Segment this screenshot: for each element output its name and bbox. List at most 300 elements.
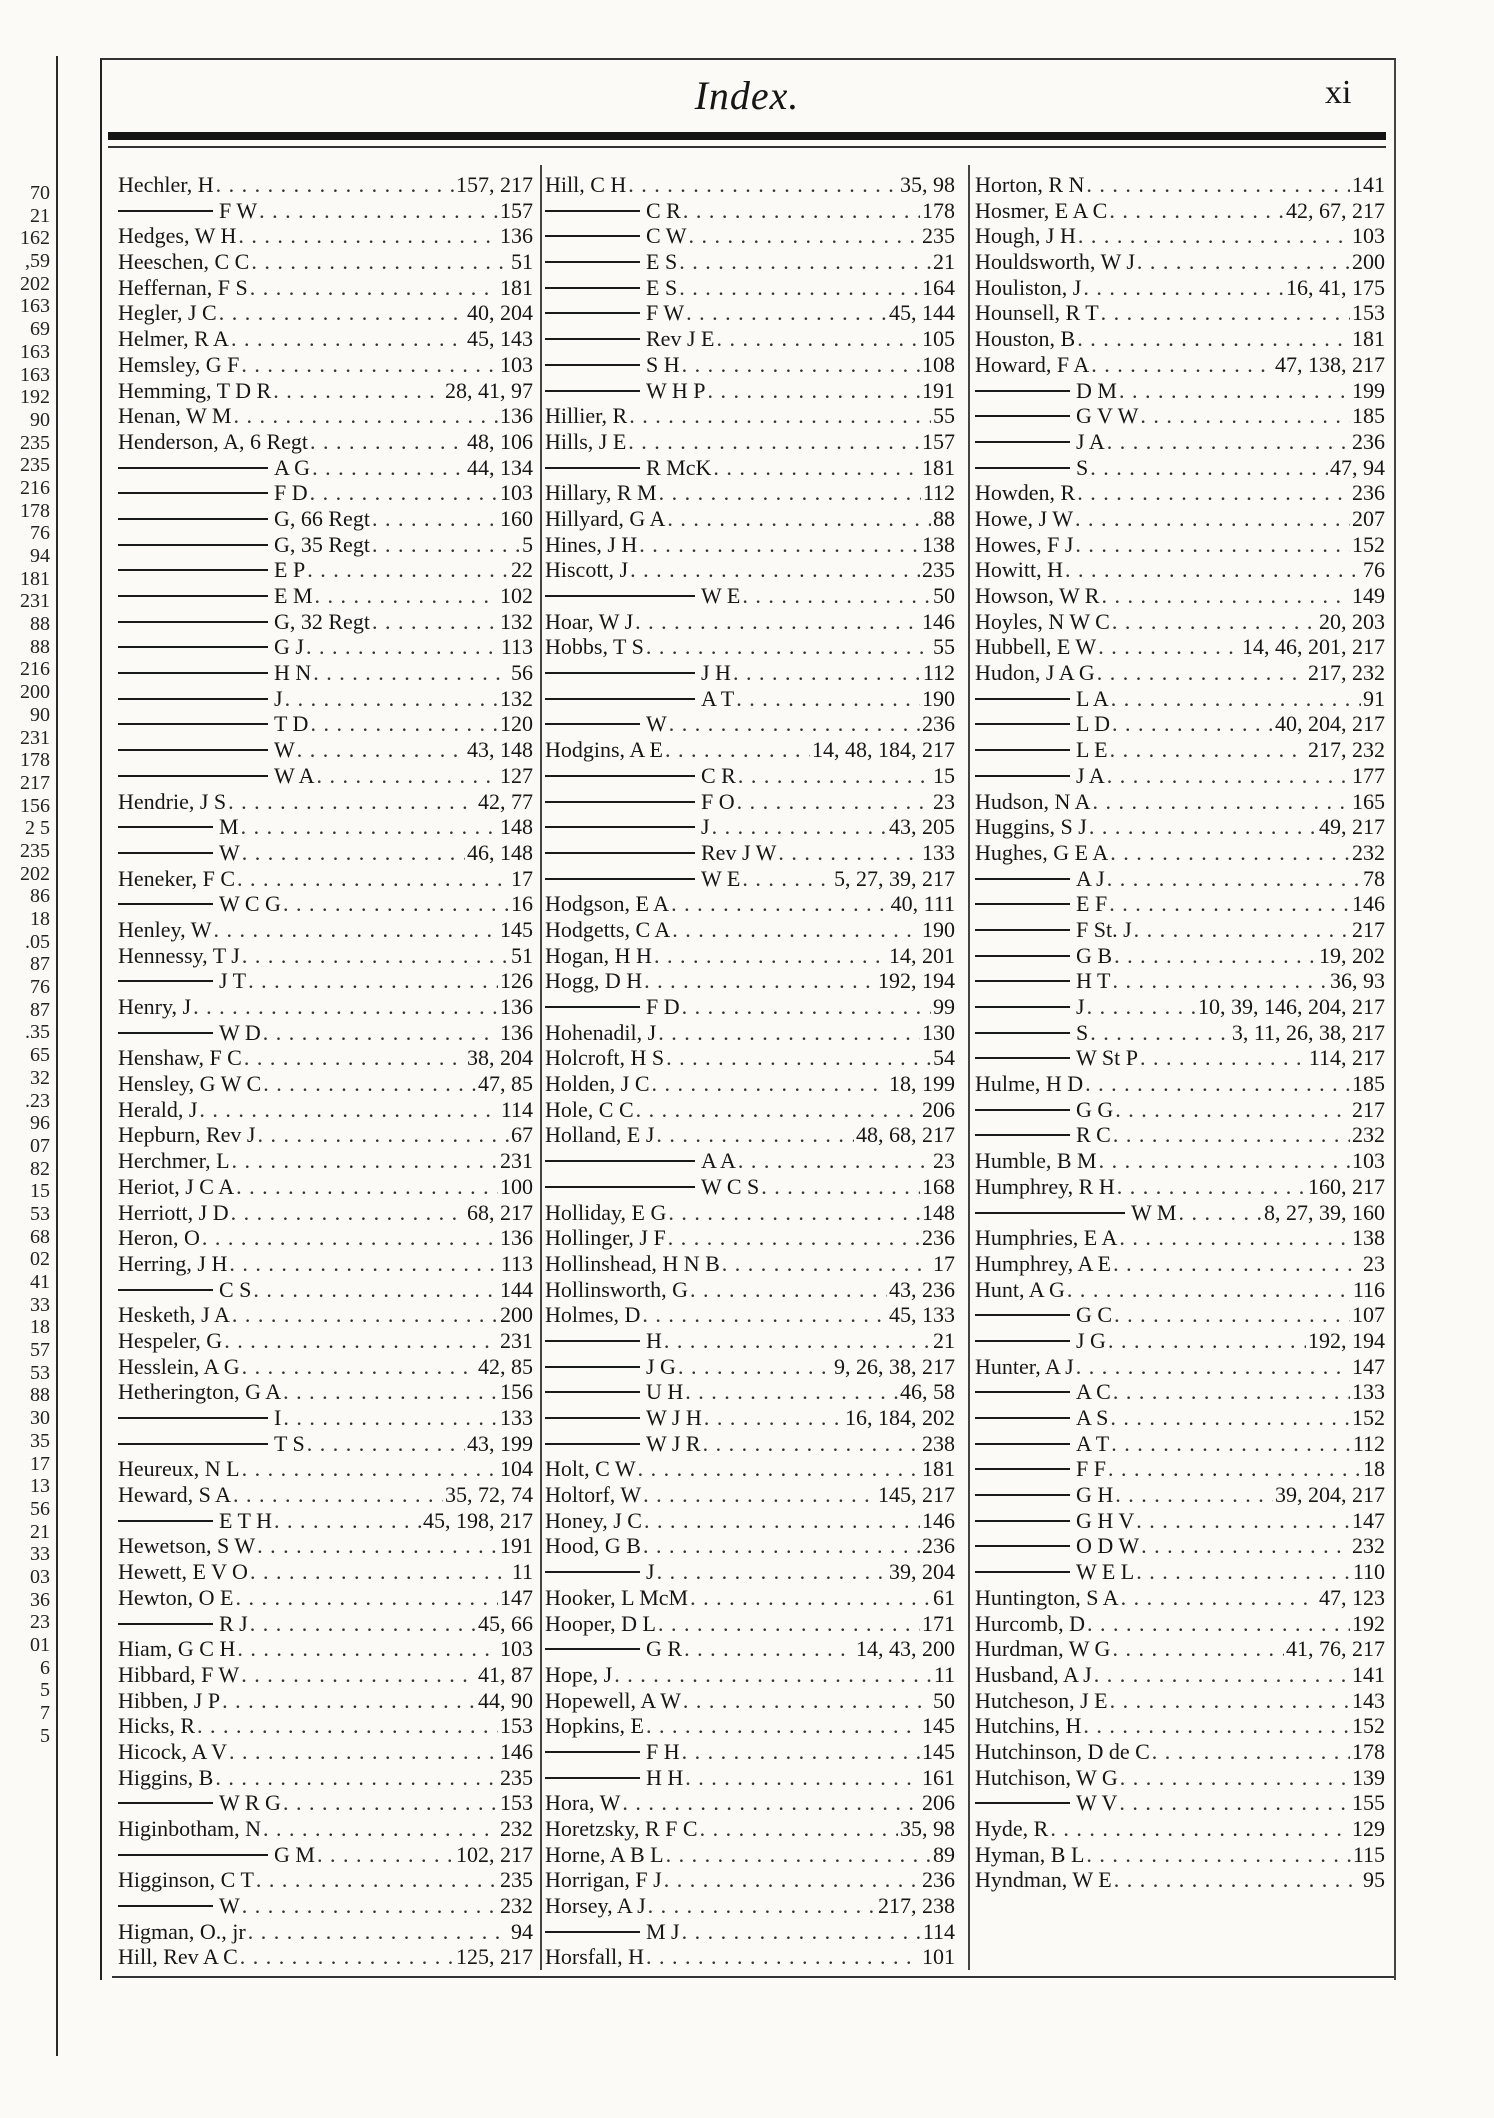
leader-dots (1119, 378, 1350, 404)
entry-name: Rev J W (701, 839, 777, 865)
entry-pages: 153 (500, 1790, 533, 1816)
entry-name: W E (701, 583, 741, 608)
margin-fragment: 15 (30, 1180, 50, 1203)
entry-name: C R (701, 762, 736, 788)
margin-fragment: ,59 (25, 250, 50, 273)
leader-dots (1178, 1200, 1262, 1226)
entry-pages: 133 (1352, 1379, 1385, 1405)
ditto-dash (545, 1391, 640, 1393)
entry-name: A J (1076, 865, 1105, 891)
entry-name: Hora, W (545, 1790, 621, 1816)
leader-dots (1112, 711, 1273, 737)
index-entry (545, 1225, 955, 1251)
entry-pages: 68, 217 (467, 1199, 533, 1225)
entry-name: S (1076, 1019, 1089, 1045)
column-divider-2 (968, 165, 970, 1970)
margin-fragment: 235 (20, 454, 50, 477)
leader-dots (658, 1020, 920, 1046)
index-entry (975, 1071, 1385, 1097)
entry-name: Hudon, J A G (975, 660, 1095, 686)
index-entry (118, 686, 533, 712)
index-entry (118, 1482, 533, 1508)
entry-name: W R G (219, 1790, 281, 1816)
leader-dots (635, 609, 920, 635)
entry-pages: 104 (500, 1456, 533, 1482)
ditto-dash (118, 1854, 268, 1856)
index-entry (545, 300, 955, 326)
leader-dots (657, 1559, 887, 1585)
index-entry (975, 223, 1385, 249)
entry-name: L E (1076, 737, 1108, 763)
index-entry (118, 660, 533, 686)
leader-dots (1108, 1328, 1306, 1354)
ditto-dash (118, 1905, 213, 1907)
entry-pages: 18 (1363, 1456, 1385, 1482)
ditto-dash (975, 1032, 1070, 1034)
entry-pages: 17 (933, 1250, 955, 1276)
leader-dots (738, 1148, 931, 1174)
index-entry (545, 994, 955, 1020)
entry-name: Hope, J (545, 1661, 613, 1687)
previous-page-margin-fragments (0, 182, 50, 1747)
entry-name: R J (219, 1610, 248, 1636)
index-entry (975, 275, 1385, 301)
leader-dots (244, 1045, 465, 1071)
entry-pages: 191 (922, 377, 955, 403)
entry-pages: 141 (1352, 172, 1385, 197)
entry-pages: 67 (511, 1122, 533, 1148)
ditto-dash (118, 569, 268, 571)
entry-name: Hogg, D H (545, 968, 643, 994)
entry-pages: 138 (1352, 1225, 1385, 1251)
entry-pages: 110 (1352, 1559, 1385, 1585)
leader-dots (664, 1328, 931, 1354)
entry-pages: 42, 85 (478, 1353, 533, 1379)
entry-name: Hudson, N A (975, 788, 1091, 814)
leader-dots (703, 1431, 920, 1457)
entry-pages: 207 (1352, 505, 1385, 531)
margin-fragment: 88 (30, 613, 50, 636)
leader-dots (1134, 917, 1350, 943)
leader-dots (1110, 737, 1306, 763)
entry-pages: 102, 217 (456, 1841, 533, 1867)
entry-pages: 146 (922, 608, 955, 634)
entry-name: Hulme, H D (975, 1071, 1084, 1097)
index-entry (975, 686, 1385, 712)
leader-dots (283, 1405, 498, 1431)
index-entry (975, 660, 1385, 686)
ditto-dash (545, 1417, 640, 1419)
leader-dots (1087, 994, 1196, 1020)
ditto-dash (975, 1520, 1070, 1522)
leader-dots (273, 378, 443, 404)
margin-fragment: 69 (30, 318, 50, 341)
index-entry (975, 1482, 1385, 1508)
leader-dots (283, 891, 509, 917)
leader-dots (263, 1816, 498, 1842)
entry-pages: 45, 144 (889, 300, 955, 326)
entry-pages: 161 (922, 1764, 955, 1790)
index-entry (545, 943, 955, 969)
leader-dots (1114, 943, 1317, 969)
leader-dots (1065, 557, 1361, 583)
entry-pages: 236 (1352, 480, 1385, 506)
index-entry (545, 1688, 955, 1714)
index-entry (975, 1636, 1385, 1662)
entry-name: W (646, 711, 667, 737)
index-entry (545, 1277, 955, 1303)
leader-dots (256, 1867, 498, 1893)
ditto-dash (975, 1109, 1070, 1111)
entry-name: Hendrie, J S (118, 788, 227, 814)
index-entry (118, 378, 533, 404)
entry-name: T D (274, 711, 309, 737)
ditto-dash (118, 826, 213, 828)
index-entry (118, 1174, 533, 1200)
leader-dots (682, 352, 920, 378)
margin-fragment: 36 (30, 1588, 50, 1611)
margin-fragment: 6 (40, 1656, 50, 1679)
leader-dots (274, 1508, 421, 1534)
index-entry (118, 1662, 533, 1688)
index-entry (118, 1508, 533, 1534)
index-entry (975, 763, 1385, 789)
leader-dots (237, 866, 509, 892)
entry-name: Hill, C H (545, 172, 627, 197)
ditto-dash (975, 878, 1070, 880)
index-entry (545, 506, 955, 532)
leader-dots (312, 455, 465, 481)
ditto-dash (975, 1006, 1070, 1008)
entry-pages: 55 (933, 403, 955, 429)
margin-fragment: 70 (30, 182, 50, 204)
leader-dots (684, 1636, 854, 1662)
entry-name: J T (219, 968, 247, 994)
leader-dots (241, 814, 498, 840)
leader-dots (242, 840, 465, 866)
margin-fragment: 216 (20, 658, 50, 681)
entry-name: Horton, R N (975, 172, 1085, 197)
entry-pages: 155 (1352, 1790, 1385, 1816)
entry-pages: 231 (500, 1148, 533, 1174)
leader-dots (639, 532, 920, 558)
leader-dots (704, 1405, 843, 1431)
index-entry (545, 403, 955, 429)
entry-pages: 3, 11, 26, 38, 217 (1231, 1019, 1385, 1045)
index-entry (118, 583, 533, 609)
leader-dots (250, 275, 498, 301)
margin-fragment: 217 (20, 771, 50, 794)
index-entry (545, 1585, 955, 1611)
index-entry (975, 583, 1385, 609)
index-entry (545, 352, 955, 378)
leader-dots (628, 429, 920, 455)
leader-dots (1113, 1251, 1361, 1277)
leader-dots (232, 1148, 498, 1174)
entry-pages: 157, 217 (456, 172, 533, 197)
entry-pages: 181 (1352, 326, 1385, 352)
entry-name: W C S (701, 1173, 760, 1199)
entry-pages: 41, 76, 217 (1286, 1636, 1385, 1662)
entry-name: Hobbs, T S (545, 634, 644, 660)
index-entry (545, 840, 955, 866)
index-entry (975, 326, 1385, 352)
index-entry (545, 1944, 955, 1970)
entry-name: A C (1076, 1379, 1111, 1405)
index-entry (545, 1508, 955, 1534)
entry-pages: 45, 198, 217 (423, 1507, 533, 1533)
entry-name: Humphries, E A (975, 1225, 1118, 1251)
leader-dots (652, 1071, 888, 1097)
leader-dots (307, 557, 509, 583)
entry-pages: 145 (922, 1738, 955, 1764)
entry-pages: 41, 87 (478, 1661, 533, 1687)
entry-pages: 48, 68, 217 (856, 1122, 955, 1148)
leader-dots (659, 480, 921, 506)
entry-pages: 217 (1352, 916, 1385, 942)
margin-fragment: 90 (30, 408, 50, 431)
index-entry (975, 1148, 1385, 1174)
entry-pages: 103 (500, 480, 533, 506)
index-entry (975, 1405, 1385, 1431)
ditto-dash (545, 390, 640, 392)
index-entry (118, 480, 533, 506)
entry-name: Honey, J C (545, 1507, 642, 1533)
entry-name: Heriot, J C A (118, 1173, 235, 1199)
entry-name: Herald, J (118, 1096, 198, 1122)
entry-pages: 55 (933, 634, 955, 660)
index-entry (545, 1919, 955, 1945)
leader-dots (658, 1611, 920, 1637)
entry-name: W V (1076, 1790, 1118, 1816)
index-entry (545, 583, 955, 609)
leader-dots (667, 506, 931, 532)
leader-dots (722, 1251, 931, 1277)
entry-name: Hoar, W J (545, 608, 634, 634)
leader-dots (248, 968, 498, 994)
entry-pages: 236 (922, 1533, 955, 1559)
entry-name: Hodgins, A E (545, 737, 663, 763)
index-entry (118, 1148, 533, 1174)
leader-dots (1086, 172, 1350, 198)
leader-dots (682, 994, 931, 1020)
leader-dots (1050, 1816, 1350, 1842)
entry-name: H N (274, 660, 312, 686)
entry-name: Howson, W R (975, 583, 1100, 608)
leader-dots (672, 917, 920, 943)
entry-name: Hetherington, G A (118, 1379, 282, 1405)
index-entry (545, 968, 955, 994)
margin-fragment: 33 (30, 1543, 50, 1566)
entry-pages: 43, 205 (889, 814, 955, 840)
ditto-dash (545, 1751, 640, 1753)
leader-dots (648, 1893, 876, 1919)
leader-dots (372, 532, 520, 558)
index-entry (545, 609, 955, 635)
entry-pages: 115 (1352, 1841, 1385, 1867)
leader-dots (310, 480, 498, 506)
entry-name: O D W (1076, 1533, 1140, 1559)
index-entry (545, 1893, 955, 1919)
index-entry (118, 1405, 533, 1431)
entry-name: Humphrey, R H (975, 1173, 1115, 1199)
leader-dots (646, 1944, 920, 1970)
entry-pages: 232 (1352, 1122, 1385, 1148)
index-entry (975, 506, 1385, 532)
index-entry (118, 814, 533, 840)
ditto-dash (975, 1057, 1070, 1059)
entry-name: Hedges, W H (118, 223, 237, 249)
entry-name: W E L (1076, 1559, 1135, 1585)
leader-dots (257, 1533, 498, 1559)
entry-pages: 147 (1352, 1353, 1385, 1379)
entry-name: Hewett, E V O (118, 1559, 248, 1585)
entry-pages: 146 (922, 1507, 955, 1533)
entry-pages: 102 (500, 583, 533, 608)
entry-name: Howe, J W (975, 505, 1073, 531)
leader-dots (646, 634, 931, 660)
index-entry (975, 198, 1385, 224)
index-entry (545, 429, 955, 455)
index-entry (975, 1302, 1385, 1328)
entry-pages: 47, 123 (1319, 1584, 1385, 1610)
margin-fragment: 13 (30, 1475, 50, 1498)
leader-dots (1152, 1739, 1350, 1765)
entry-pages: 191 (500, 1533, 533, 1559)
entry-pages: 181 (922, 1456, 955, 1482)
entry-name: Hemming, T D R (118, 377, 272, 403)
leader-dots (665, 737, 810, 763)
leader-dots (229, 1251, 498, 1277)
margin-fragment: 87 (30, 998, 50, 1021)
margin-fragment: 41 (30, 1271, 50, 1293)
index-entry (975, 1200, 1385, 1226)
entry-pages: 47, 94 (1330, 454, 1385, 480)
index-entry (975, 1354, 1385, 1380)
leader-dots (708, 378, 921, 404)
leader-dots (233, 403, 498, 429)
index-entry (545, 686, 955, 712)
ditto-dash (545, 801, 695, 803)
index-entry (545, 249, 955, 275)
entry-pages: 143 (1352, 1687, 1385, 1713)
leader-dots (1067, 1277, 1351, 1303)
entry-name: Heureux, N L (118, 1456, 240, 1482)
entry-pages: 235 (922, 223, 955, 249)
margin-fragment: 17 (30, 1452, 50, 1475)
leader-dots (202, 1225, 498, 1251)
leader-dots (1110, 840, 1350, 866)
entry-pages: 105 (922, 326, 955, 352)
entry-name: Rev J E (646, 326, 715, 352)
index-entry (118, 455, 533, 481)
leader-dots (690, 1585, 931, 1611)
entry-name: Horetzsky, R F C (545, 1816, 698, 1841)
entry-pages: 8, 27, 39, 160 (1264, 1199, 1385, 1225)
index-entry (545, 1071, 955, 1097)
leader-dots (1112, 609, 1317, 635)
leader-dots (240, 1944, 454, 1970)
entry-pages: 126 (500, 968, 533, 994)
entry-pages: 138 (922, 531, 955, 557)
ditto-dash (118, 1443, 268, 1445)
index-entry (545, 763, 955, 789)
ditto-dash (118, 210, 213, 212)
entry-name: Howard, F A (975, 351, 1090, 377)
entry-pages: 145 (500, 916, 533, 942)
entry-pages: 232 (500, 1816, 533, 1841)
index-entry (118, 1122, 533, 1148)
leader-dots (629, 403, 931, 429)
entry-pages: 192, 194 (878, 968, 955, 994)
entry-name: Howitt, H (975, 557, 1063, 583)
entry-name: Hounsell, R T (975, 300, 1099, 326)
page-title: Index. (694, 73, 800, 118)
entry-name: Higgins, B (118, 1764, 214, 1790)
margin-fragment: 21 (30, 1520, 50, 1543)
leader-dots (742, 583, 931, 609)
leader-dots (683, 198, 920, 224)
index-entry (118, 1097, 533, 1123)
index-entry (545, 711, 955, 737)
leader-dots (1113, 1122, 1350, 1148)
entry-name: Humphrey, A E (975, 1250, 1112, 1276)
entry-pages: 147 (500, 1584, 533, 1610)
entry-pages: 40, 204, 217 (1275, 711, 1385, 737)
leader-dots (241, 1662, 476, 1688)
entry-pages: 217 (1352, 1096, 1385, 1122)
entry-name: Henderson, A, 6 Regt (118, 428, 309, 454)
entry-name: Horrigan, F J (545, 1867, 662, 1893)
margin-fragment: 33 (30, 1293, 50, 1316)
leader-dots (193, 994, 498, 1020)
index-entry (545, 223, 955, 249)
entry-name: G M (274, 1841, 315, 1867)
entry-name: E M (274, 583, 313, 608)
leader-dots (1107, 866, 1361, 892)
leader-dots (263, 1020, 498, 1046)
index-entry (545, 1816, 955, 1842)
entry-name: F O (701, 788, 735, 814)
margin-fragment: 200 (20, 681, 50, 704)
index-entry (975, 1456, 1385, 1482)
index-entry (118, 172, 533, 198)
ditto-dash (545, 1160, 695, 1162)
ditto-dash (545, 467, 640, 469)
entry-name: Hunter, A J (975, 1353, 1074, 1379)
entry-name: Heward, S A (118, 1482, 232, 1508)
entry-name: M (219, 814, 239, 840)
margin-fragment: 56 (30, 1497, 50, 1520)
margin-fragment: 163 (20, 363, 50, 386)
entry-name: Houliston, J (975, 274, 1082, 300)
margin-fragment: 18 (30, 1316, 50, 1339)
entry-pages: 9, 26, 38, 217 (834, 1353, 955, 1379)
ditto-dash (118, 852, 213, 854)
ditto-dash (975, 1391, 1070, 1393)
entry-pages: 133 (922, 839, 955, 865)
leader-dots (317, 763, 498, 789)
index-entry (118, 326, 533, 352)
index-entry (118, 352, 533, 378)
index-entry (975, 1611, 1385, 1637)
index-entry (545, 1045, 955, 1071)
index-entry (975, 968, 1385, 994)
leader-dots (1075, 506, 1350, 532)
entry-name: H (646, 1327, 662, 1353)
margin-fragment: .35 (25, 1021, 50, 1044)
leader-dots (1119, 1790, 1350, 1816)
